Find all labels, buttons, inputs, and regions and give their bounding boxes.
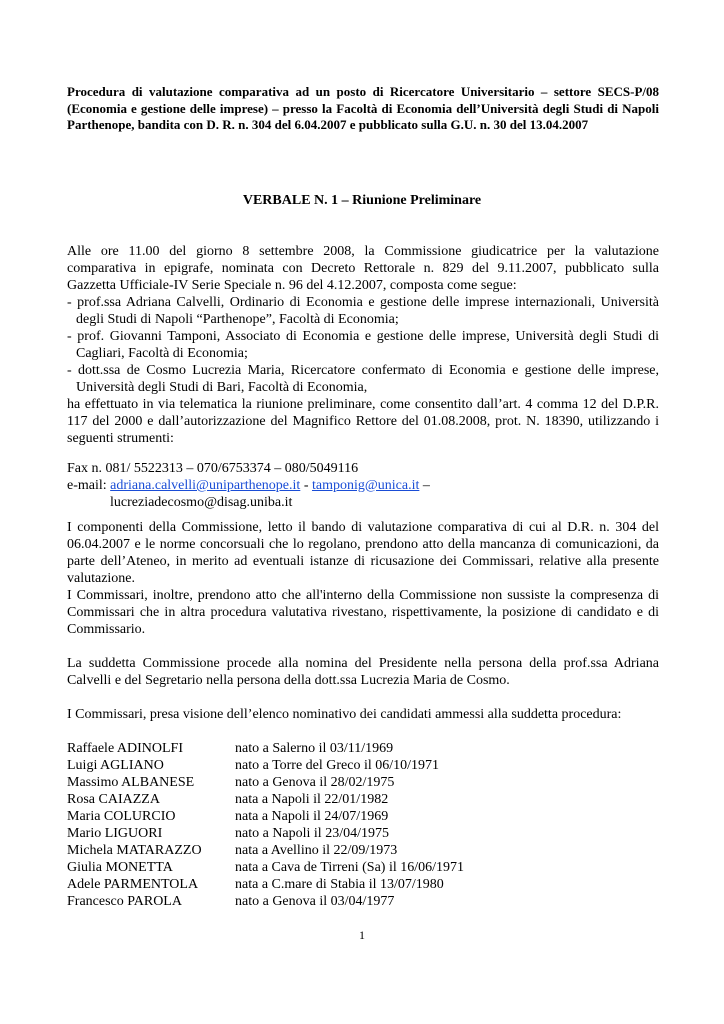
candidate-info: nato a Napoli il 23/04/1975 xyxy=(235,826,389,841)
candidate-info: nata a Cava de Tirreni (Sa) il 16/06/1971 xyxy=(235,860,465,875)
text-line: degli Studi di Napoli “Parthenope”, Facoltà di Economia; xyxy=(76,312,399,327)
candidate-name: Luigi AGLIANO xyxy=(67,758,164,773)
text-line: La suddetta Commissione procede alla nomina del Presidente nella persona della prof.ssa Adriana xyxy=(67,656,659,671)
email-label: e-mail: xyxy=(67,478,111,493)
text-line: Commissario. xyxy=(67,622,146,637)
list-item xyxy=(67,774,659,791)
paragraph-candidates-intro xyxy=(67,706,659,723)
candidate-info: nata a Napoli il 22/01/1982 xyxy=(235,792,389,807)
candidate-info: nata a Napoli il 24/07/1969 xyxy=(235,809,389,824)
email-separator: – xyxy=(419,478,430,493)
email-separator: - xyxy=(300,478,312,493)
header-line: Procedura di valutazione comparativa ad un posto di Ricercatore Universitario – settore SECS-P/08 xyxy=(67,84,659,99)
text-line: 06.04.2007 e le norme concorsuali che lo regolano, prendono atto della mancanza di comunicazioni, da xyxy=(67,537,659,552)
candidates-list xyxy=(67,740,659,910)
text-line: I componenti della Commissione, letto il bando di valutazione comparativa di cui al D.R. n. 304 del xyxy=(67,520,659,535)
candidate-name: Raffaele ADINOLFI xyxy=(67,741,183,756)
header-line: (Economia e gestione delle imprese) – presso la Facoltà di Economia dell’Università degli Studi di Napoli xyxy=(67,100,659,116)
candidate-name: Massimo ALBANESE xyxy=(67,775,195,790)
email-link-tamponi[interactable]: tamponig@unica.it xyxy=(311,478,420,493)
text-line: I Commissari, inoltre, prendono atto che all'interno della Commissione non sussiste la compresenza di xyxy=(67,588,659,603)
candidate-name: Rosa CAIAZZA xyxy=(67,792,160,807)
text-line: Cagliari, Facoltà di Economia; xyxy=(76,346,248,361)
paragraph-nomination xyxy=(67,655,659,689)
text-line: ha effettuato in via telematica la riunione preliminare, come consentito dall’art. 4 comma 12 del D.P.R. xyxy=(67,397,659,412)
text-line: 117 del 2000 e dall’autorizzazione del Magnifico Rettore del 01.08.2008, prot. N. 18390, utilizzando i xyxy=(67,414,659,429)
intro-paragraph xyxy=(67,243,659,447)
text-line: valutazione. xyxy=(67,571,136,586)
text-line: seguenti strumenti: xyxy=(67,431,174,446)
list-item xyxy=(67,876,659,893)
candidate-info: nata a Avellino il 22/09/1973 xyxy=(235,843,398,858)
header-line: Parthenope, bandita con D. R. n. 304 del 6.04.2007 e pubblicato sulla G.U. n. 30 del 13.04.2007 xyxy=(67,117,589,132)
text-line: Gazzetta Ufficiale-IV Serie Speciale n. 96 del 4.12.2007, composta come segue: xyxy=(67,278,517,293)
text-line: I Commissari, presa visione dell’elenco nominativo dei candidati ammessi alla suddetta procedura: xyxy=(67,707,622,722)
candidate-info: nato a Torre del Greco il 06/10/1971 xyxy=(235,758,440,773)
text-line: Calvelli e del Segretario nella persona della dott.ssa Lucrezia Maria de Cosmo. xyxy=(67,673,510,688)
fax-numbers: Fax n. 081/ 5522313 – 070/6753374 – 080/5049116 xyxy=(67,461,359,476)
text-line: - dott.ssa de Cosmo Lucrezia Maria, Ricercatore confermato di Economia e gestione delle imprese, xyxy=(67,363,659,378)
list-item xyxy=(67,757,659,774)
candidate-name: Francesco PAROLA xyxy=(67,894,182,909)
contacts-block xyxy=(67,460,659,511)
candidate-info: nato a Genova il 28/02/1975 xyxy=(235,775,395,790)
document-title: VERBALE N. 1 – Riunione Preliminare xyxy=(242,193,482,208)
list-item xyxy=(67,893,659,910)
email-line xyxy=(67,477,659,494)
procedure-header xyxy=(67,84,659,134)
email-link-calvelli[interactable]: adriana.calvelli@uniparthenope.it xyxy=(110,478,301,493)
candidate-info: nato a Genova il 03/04/1977 xyxy=(235,894,395,909)
candidate-info: nato a Salerno il 03/11/1969 xyxy=(235,741,394,756)
email-decosmo: lucreziadecosmo@disag.uniba.it xyxy=(110,495,293,510)
candidate-name: Giulia MONETTA xyxy=(67,860,173,875)
page-number: 1 xyxy=(359,928,365,942)
text-line: - prof. Giovanni Tamponi, Associato di Economia e gestione delle imprese, Università degli Studi di xyxy=(67,329,659,344)
list-item xyxy=(67,808,659,825)
text-line: parte dell’Ateneo, in merito ad eventuali istanze di ricusazione dei Commissari, relative alla presente xyxy=(67,554,659,569)
list-item xyxy=(67,825,659,842)
paragraph-incompatibility xyxy=(67,587,659,638)
candidate-name: Michela MATARAZZO xyxy=(67,843,202,858)
text-line: Università degli Studi di Bari, Facoltà di Economia, xyxy=(76,380,368,395)
list-item xyxy=(67,791,659,808)
candidate-name: Maria COLURCIO xyxy=(67,809,176,824)
candidate-info: nata a C.mare di Stabia il 13/07/1980 xyxy=(235,877,444,892)
list-item xyxy=(67,859,659,876)
text-line: comparativa in epigrafe, nominata con Decreto Rettorale n. 829 del 9.11.2007, pubblicato sulla xyxy=(67,261,659,276)
text-line: Alle ore 11.00 del giorno 8 settembre 2008, la Commissione giudicatrice per la valutazione xyxy=(67,244,659,259)
text-line: Commissari che in altra procedura valutativa rivestano, rispettivamente, la posizione di candidato e di xyxy=(67,605,659,620)
list-item xyxy=(67,740,659,757)
list-item xyxy=(67,842,659,859)
text-line: - prof.ssa Adriana Calvelli, Ordinario di Economia e gestione delle imprese internazionali, Università xyxy=(67,295,659,310)
candidate-name: Mario LIGUORI xyxy=(67,826,163,841)
candidate-name: Adele PARMENTOLA xyxy=(67,877,199,892)
paragraph-announcement xyxy=(67,519,659,587)
